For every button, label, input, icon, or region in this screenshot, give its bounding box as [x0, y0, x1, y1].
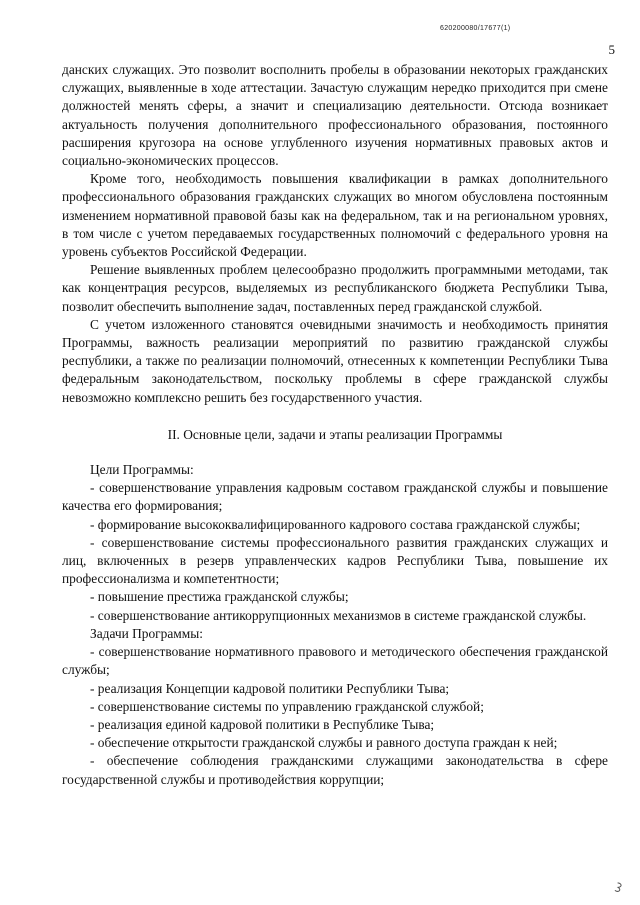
document-body	[62, 61, 608, 789]
goal-item: - совершенствование системы профессионального развития гражданских служащих и лиц, включенных в резерв управленческих кадров Республики Тыва, повышение их профессионализма и компетентности;	[62, 534, 608, 587]
goal-item: - совершенствование управления кадровым составом гражданской службы и повышение качества его формирования;	[62, 480, 608, 514]
task-item: - реализация единой кадровой политики в Республике Тыва;	[90, 716, 435, 732]
document-id: 620200080/17677(1)	[440, 25, 511, 32]
goals-title: Цели Программы:	[90, 462, 194, 478]
paragraph-qualification: Кроме того, необходимость повышения квалификации в рамках дополнительного профессионального образования гражданских служащих во многом обусловлена постоянным изменением нормативной правовой базы как на федеральном, так и на региональном уровнях, в том числе с учетом передаваемых государственных полномочий с федерального уровня на уровень субъектов Российской Федерации.	[62, 171, 608, 260]
paragraph-conclusion: С учетом изложенного становятся очевидными значимость и необходимость принятия Программы, важность реализации мероприятий по развитию гражданской службы республики, а также по реализации полномочий, отнесенных к компетенции Республики Тыва федеральным законодательством, поскольку проблемы в сфере гражданской службы невозможно комплексно решить без государственного участия.	[62, 316, 608, 405]
goal-item: - совершенствование антикоррупционных механизмов в системе гражданской службы.	[90, 607, 587, 623]
task-item: - реализация Концепции кадровой политики Республики Тыва;	[90, 680, 450, 696]
goal-item: - формирование высококвалифицированного кадрового состава гражданской службы;	[90, 516, 581, 532]
page-number: 5	[608, 42, 615, 57]
paragraph-continuation: данских служащих. Это позволит восполнить пробелы в образовании некоторых гражданских служащих, выявленные в ходе аттестации. Зачастую служащим нередко приходится при смене должностей менять сферы, а значит и специализацию деятельности. Отсюда возникает актуальность получения дополнительного профессионального образования, постоянного расширения кругозора на основе углубленного изучения нормативных правовых актов и социально-экономических процессов.	[62, 62, 608, 169]
task-item: - обеспечение открытости гражданской службы и равного доступа граждан к ней;	[90, 735, 558, 751]
task-item: - совершенствование нормативного правового и методического обеспечения гражданской службы;	[62, 644, 608, 678]
task-item: - обеспечение соблюдения гражданскими служащими законодательства в сфере государственной службы и противодействия коррупции;	[62, 753, 608, 787]
section-heading: II. Основные цели, задачи и этапы реализации Программы	[167, 426, 503, 442]
task-item: - совершенствование системы по управлению гражданской службой;	[90, 698, 484, 714]
pen-mark	[612, 880, 627, 895]
tasks-title: Задачи Программы:	[90, 625, 203, 641]
goal-item: - повышение престижа гражданской службы;	[90, 589, 349, 605]
paragraph-solution: Решение выявленных проблем целесообразно продолжить программными методами, так как концентрация ресурсов, выделяемых из республиканского бюджета Республики Тыва, позволит обеспечить выполнение задач, поставленных перед гражданской службой.	[62, 262, 608, 314]
